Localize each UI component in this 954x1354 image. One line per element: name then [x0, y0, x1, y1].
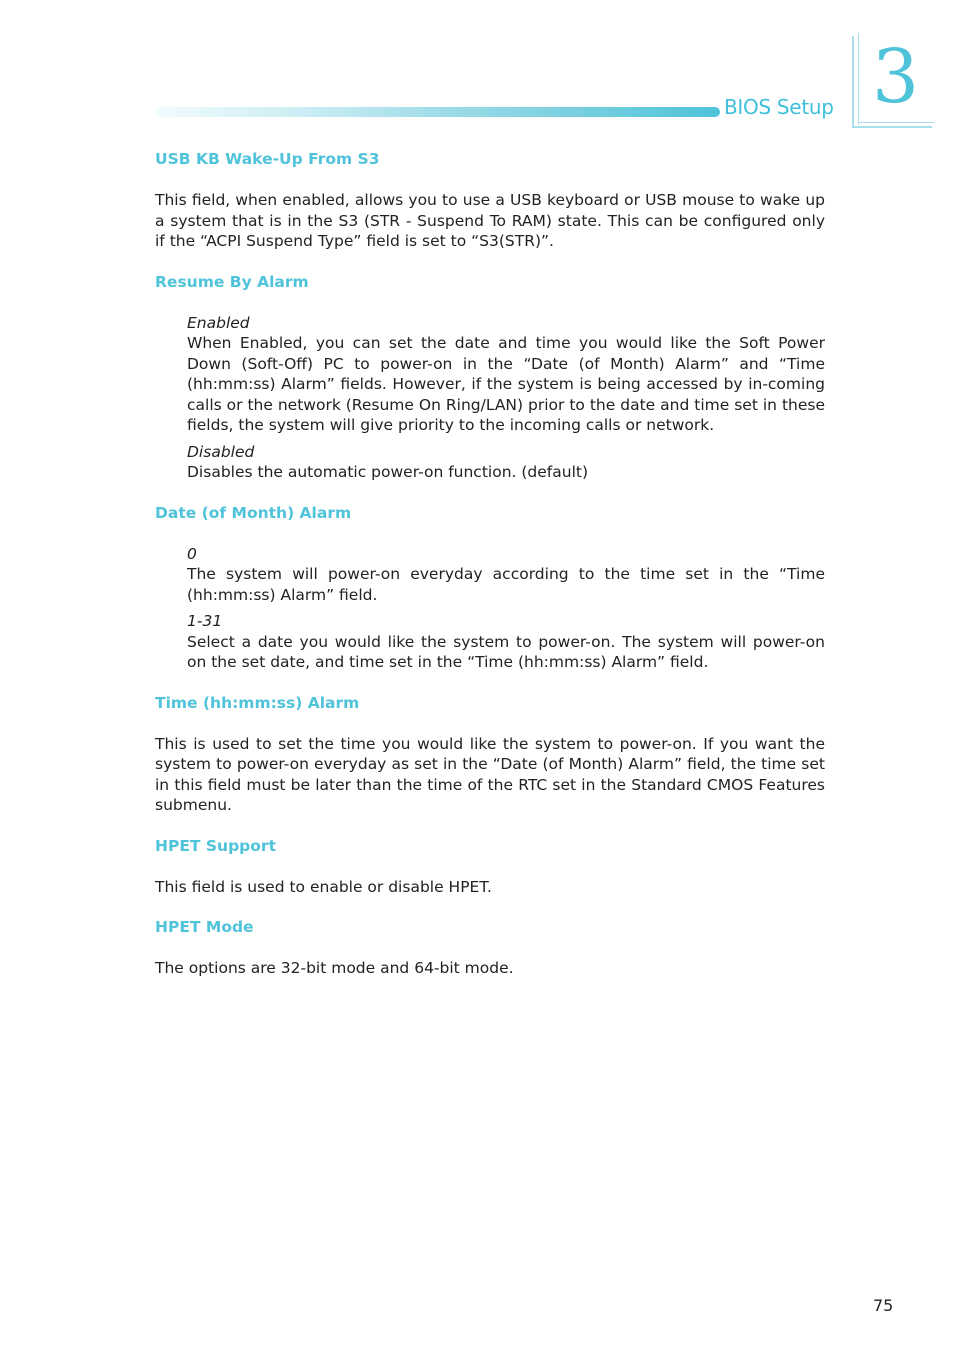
- section-resume-by-alarm: [155, 271, 825, 483]
- section-heading: HPET Mode: [155, 918, 254, 936]
- option-description: Select a date you would like the system to power-on. The system will power-on on the set date, and time set in the “Time (hh:mm:ss) Alarm” field.: [187, 632, 825, 671]
- option-name: Disabled: [187, 442, 255, 461]
- section-body: This field, when enabled, allows you to use a USB keyboard or USB mouse to wake up a system that is in the S3 (STR - Suspend To RAM) state. This can be configured only if the “ACPI Suspend Type” field is set to “S3(STR)”.: [155, 191, 825, 250]
- option-item: [187, 611, 825, 673]
- section-body: The options are 32-bit mode and 64-bit mode.: [155, 959, 514, 977]
- chapter-frame-line: [858, 33, 859, 125]
- section-heading: Time (hh:mm:ss) Alarm: [155, 693, 360, 712]
- option-list: [187, 544, 825, 673]
- page-number: 75: [873, 1296, 894, 1315]
- option-item: [187, 544, 825, 606]
- section-body: This is used to set the time you would like the system to power-on. If you want the system to power-on everyday as set in the “Date (of Month) Alarm” field, the time set in this field must be later than the time of the RTC set in the Standard CMOS Features submenu.: [155, 734, 825, 814]
- option-name: Enabled: [187, 313, 250, 332]
- header-gradient-bar: [155, 107, 720, 117]
- document-body: [155, 148, 825, 998]
- option-name: 1-31: [187, 612, 223, 630]
- section-heading: Date (of Month) Alarm: [155, 503, 352, 522]
- section-heading: Resume By Alarm: [155, 272, 309, 291]
- option-description: When Enabled, you can set the date and time you would like the Soft Power Down (Soft-Off) PC to power-on in the “Date (of Month) Alarm” and “Time (hh:mm:ss) Alarm” fields. However, if the system is being accessed by in-coming calls or the network (Resume On Ring/LAN) prior to the date and time set in these fields, the system will give priority to the incoming calls or network.: [187, 334, 825, 434]
- option-description: Disables the automatic power-on function. (default): [187, 463, 589, 481]
- section-heading: HPET Support: [155, 836, 276, 855]
- chapter-frame-line: [852, 126, 932, 128]
- option-description: The system will power-on everyday according to the time set in the “Time (hh:mm:ss) Alarm” field.: [187, 565, 825, 604]
- section-usb-kb-wakeup: [155, 148, 825, 252]
- section-hpet-support: [155, 835, 825, 898]
- section-date-alarm: [155, 502, 825, 673]
- section-hpet-mode: [155, 916, 825, 979]
- section-time-alarm: [155, 692, 825, 816]
- chapter-frame-line: [852, 36, 854, 128]
- option-item: [187, 313, 825, 436]
- option-list: [187, 313, 825, 483]
- option-name: 0: [187, 544, 197, 563]
- header-title: BIOS Setup: [724, 95, 834, 119]
- chapter-number: 3: [872, 34, 920, 120]
- section-heading: USB KB Wake-Up From S3: [155, 150, 380, 168]
- section-body: This field is used to enable or disable HPET.: [155, 877, 492, 896]
- option-item: [187, 442, 825, 483]
- chapter-frame-line: [858, 122, 934, 123]
